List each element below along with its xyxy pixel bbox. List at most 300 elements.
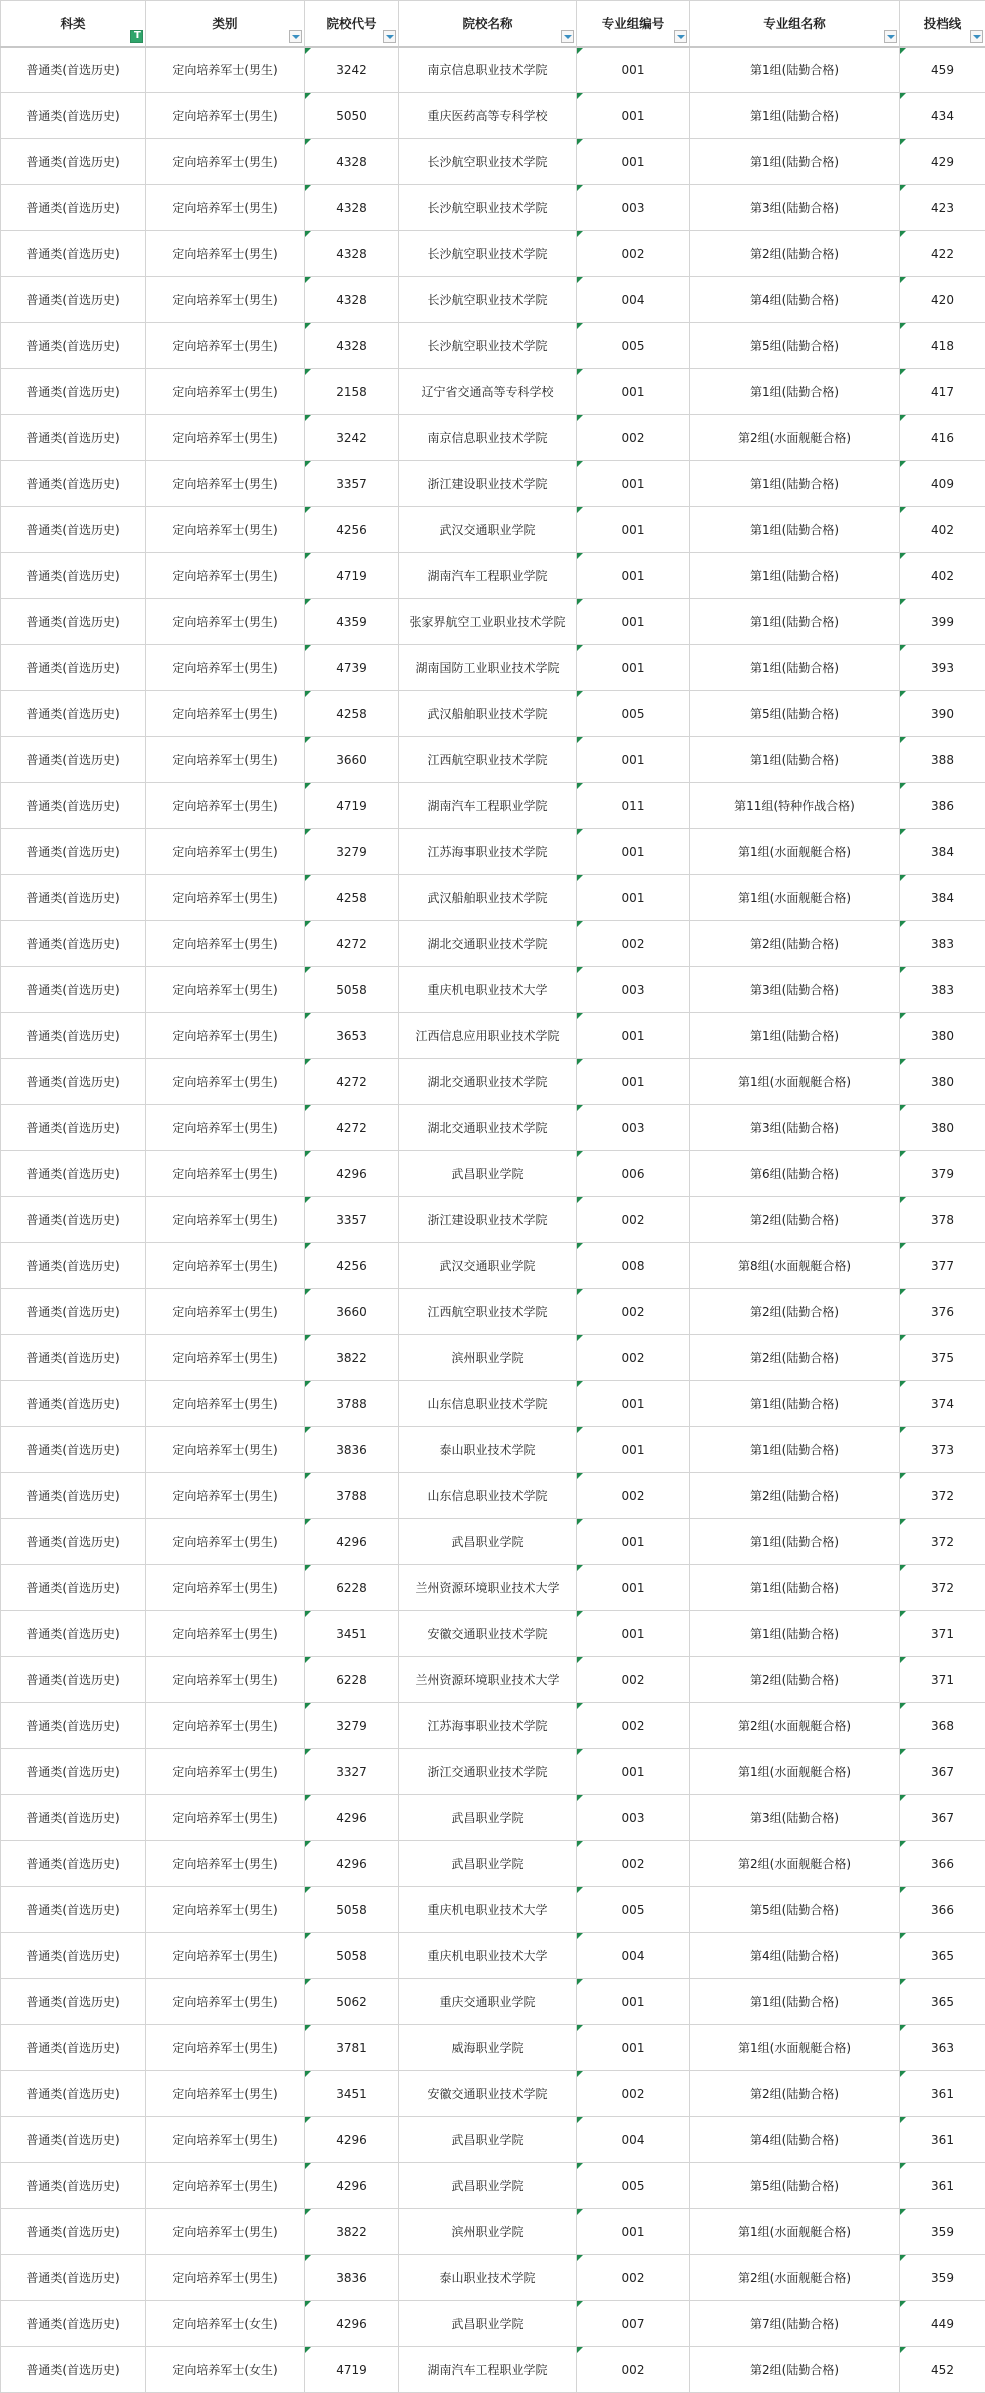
cell-school-code[interactable] <box>305 2071 399 2117</box>
cell-category[interactable] <box>1 691 146 737</box>
cell-school-code[interactable] <box>305 415 399 461</box>
cell-school-code[interactable] <box>305 93 399 139</box>
cell-school-code[interactable] <box>305 1519 399 1565</box>
cell-group-number[interactable] <box>577 1979 690 2025</box>
cell-cutoff-score[interactable] <box>900 1197 985 1243</box>
cell-school-name[interactable] <box>399 737 577 783</box>
cell-type[interactable] <box>146 507 305 553</box>
cell-group-name[interactable] <box>690 1381 900 1427</box>
cell-cutoff-score[interactable] <box>900 1243 985 1289</box>
cell-school-code[interactable] <box>305 1703 399 1749</box>
cell-category[interactable] <box>1 2209 146 2255</box>
filter-dropdown-icon[interactable] <box>561 30 574 43</box>
cell-cutoff-score[interactable] <box>900 2209 985 2255</box>
cell-school-code[interactable] <box>305 1473 399 1519</box>
cell-group-number[interactable] <box>577 1243 690 1289</box>
cell-type[interactable] <box>146 1565 305 1611</box>
cell-type[interactable] <box>146 829 305 875</box>
cell-cutoff-score[interactable] <box>900 737 985 783</box>
cell-group-name[interactable] <box>690 2301 900 2347</box>
cell-group-number[interactable] <box>577 875 690 921</box>
cell-type[interactable] <box>146 2071 305 2117</box>
cell-group-number[interactable] <box>577 1013 690 1059</box>
cell-school-name[interactable] <box>399 967 577 1013</box>
cell-category[interactable] <box>1 1013 146 1059</box>
cell-group-number[interactable] <box>577 1289 690 1335</box>
cell-group-number[interactable] <box>577 2347 690 2393</box>
cell-group-number[interactable] <box>577 1519 690 1565</box>
cell-school-code[interactable] <box>305 1565 399 1611</box>
cell-category[interactable] <box>1 2301 146 2347</box>
cell-cutoff-score[interactable] <box>900 277 985 323</box>
cell-type[interactable] <box>146 921 305 967</box>
cell-category[interactable] <box>1 1519 146 1565</box>
cell-group-name[interactable] <box>690 1473 900 1519</box>
cell-category[interactable] <box>1 2347 146 2393</box>
cell-category[interactable] <box>1 47 146 93</box>
cell-school-name[interactable] <box>399 277 577 323</box>
cell-type[interactable] <box>146 1335 305 1381</box>
cell-group-name[interactable] <box>690 2209 900 2255</box>
cell-category[interactable] <box>1 1059 146 1105</box>
cell-category[interactable] <box>1 1473 146 1519</box>
cell-category[interactable] <box>1 1841 146 1887</box>
cell-cutoff-score[interactable] <box>900 1565 985 1611</box>
cell-school-code[interactable] <box>305 1841 399 1887</box>
cell-cutoff-score[interactable] <box>900 829 985 875</box>
cell-group-number[interactable] <box>577 553 690 599</box>
cell-group-number[interactable] <box>577 1703 690 1749</box>
cell-school-code[interactable] <box>305 185 399 231</box>
cell-category[interactable] <box>1 1749 146 1795</box>
cell-cutoff-score[interactable] <box>900 1473 985 1519</box>
cell-school-code[interactable] <box>305 1611 399 1657</box>
cell-school-code[interactable] <box>305 1887 399 1933</box>
cell-cutoff-score[interactable] <box>900 1657 985 1703</box>
cell-group-name[interactable] <box>690 1151 900 1197</box>
cell-school-name[interactable] <box>399 1611 577 1657</box>
cell-cutoff-score[interactable] <box>900 1335 985 1381</box>
cell-group-name[interactable] <box>690 2255 900 2301</box>
cell-group-number[interactable] <box>577 277 690 323</box>
cell-cutoff-score[interactable] <box>900 1013 985 1059</box>
cell-type[interactable] <box>146 599 305 645</box>
cell-group-number[interactable] <box>577 323 690 369</box>
cell-group-name[interactable] <box>690 369 900 415</box>
cell-school-code[interactable] <box>305 1795 399 1841</box>
cell-group-name[interactable] <box>690 1657 900 1703</box>
cell-school-code[interactable] <box>305 783 399 829</box>
cell-school-code[interactable] <box>305 2301 399 2347</box>
cell-group-name[interactable] <box>690 1427 900 1473</box>
cell-school-code[interactable] <box>305 1979 399 2025</box>
cell-cutoff-score[interactable] <box>900 1105 985 1151</box>
cell-type[interactable] <box>146 323 305 369</box>
cell-school-name[interactable] <box>399 1749 577 1795</box>
cell-type[interactable] <box>146 783 305 829</box>
cell-group-name[interactable] <box>690 2025 900 2071</box>
cell-cutoff-score[interactable] <box>900 1841 985 1887</box>
cell-category[interactable] <box>1 1289 146 1335</box>
cell-school-code[interactable] <box>305 1749 399 1795</box>
cell-category[interactable] <box>1 1105 146 1151</box>
cell-school-code[interactable] <box>305 599 399 645</box>
cell-school-name[interactable] <box>399 2209 577 2255</box>
cell-group-name[interactable] <box>690 93 900 139</box>
cell-group-number[interactable] <box>577 783 690 829</box>
cell-group-number[interactable] <box>577 507 690 553</box>
cell-category[interactable] <box>1 921 146 967</box>
cell-type[interactable] <box>146 2301 305 2347</box>
cell-category[interactable] <box>1 1703 146 1749</box>
cell-group-name[interactable] <box>690 277 900 323</box>
cell-group-name[interactable] <box>690 1059 900 1105</box>
cell-school-name[interactable] <box>399 1841 577 1887</box>
cell-school-name[interactable] <box>399 47 577 93</box>
cell-cutoff-score[interactable] <box>900 461 985 507</box>
cell-group-number[interactable] <box>577 1565 690 1611</box>
cell-group-name[interactable] <box>690 47 900 93</box>
cell-cutoff-score[interactable] <box>900 1795 985 1841</box>
cell-school-code[interactable] <box>305 1933 399 1979</box>
cell-group-name[interactable] <box>690 2347 900 2393</box>
cell-type[interactable] <box>146 369 305 415</box>
cell-school-code[interactable] <box>305 461 399 507</box>
filter-dropdown-icon[interactable] <box>289 30 302 43</box>
cell-cutoff-score[interactable] <box>900 967 985 1013</box>
cell-group-name[interactable] <box>690 921 900 967</box>
cell-type[interactable] <box>146 1381 305 1427</box>
cell-group-name[interactable] <box>690 1105 900 1151</box>
cell-group-number[interactable] <box>577 185 690 231</box>
cell-cutoff-score[interactable] <box>900 1519 985 1565</box>
cell-category[interactable] <box>1 829 146 875</box>
cell-group-name[interactable] <box>690 967 900 1013</box>
cell-group-name[interactable] <box>690 1335 900 1381</box>
cell-type[interactable] <box>146 2255 305 2301</box>
cell-type[interactable] <box>146 47 305 93</box>
cell-group-name[interactable] <box>690 323 900 369</box>
cell-category[interactable] <box>1 2163 146 2209</box>
cell-school-code[interactable] <box>305 1243 399 1289</box>
cell-category[interactable] <box>1 1979 146 2025</box>
cell-school-name[interactable] <box>399 921 577 967</box>
cell-group-name[interactable] <box>690 1565 900 1611</box>
cell-school-name[interactable] <box>399 1887 577 1933</box>
cell-group-number[interactable] <box>577 139 690 185</box>
cell-school-name[interactable] <box>399 829 577 875</box>
cell-school-name[interactable] <box>399 2071 577 2117</box>
cell-school-name[interactable] <box>399 1059 577 1105</box>
cell-group-name[interactable] <box>690 1703 900 1749</box>
cell-type[interactable] <box>146 553 305 599</box>
cell-category[interactable] <box>1 1197 146 1243</box>
cell-cutoff-score[interactable] <box>900 1703 985 1749</box>
cell-school-code[interactable] <box>305 1427 399 1473</box>
cell-school-name[interactable] <box>399 1657 577 1703</box>
cell-cutoff-score[interactable] <box>900 1933 985 1979</box>
cell-cutoff-score[interactable] <box>900 2163 985 2209</box>
filter-dropdown-icon[interactable] <box>674 30 687 43</box>
cell-cutoff-score[interactable] <box>900 1059 985 1105</box>
cell-group-number[interactable] <box>577 829 690 875</box>
cell-school-name[interactable] <box>399 2163 577 2209</box>
cell-school-code[interactable] <box>305 1381 399 1427</box>
cell-group-number[interactable] <box>577 47 690 93</box>
cell-type[interactable] <box>146 2209 305 2255</box>
cell-type[interactable] <box>146 2117 305 2163</box>
cell-category[interactable] <box>1 1657 146 1703</box>
cell-type[interactable] <box>146 1059 305 1105</box>
cell-school-name[interactable] <box>399 231 577 277</box>
cell-school-name[interactable] <box>399 93 577 139</box>
cell-group-number[interactable] <box>577 2163 690 2209</box>
filter-active-icon[interactable]: T <box>130 30 143 43</box>
cell-category[interactable] <box>1 553 146 599</box>
cell-school-name[interactable] <box>399 1795 577 1841</box>
cell-school-name[interactable] <box>399 2255 577 2301</box>
cell-group-name[interactable] <box>690 1841 900 1887</box>
cell-school-name[interactable] <box>399 461 577 507</box>
cell-school-code[interactable] <box>305 553 399 599</box>
cell-type[interactable] <box>146 875 305 921</box>
cell-school-code[interactable] <box>305 231 399 277</box>
cell-school-code[interactable] <box>305 875 399 921</box>
cell-group-number[interactable] <box>577 737 690 783</box>
cell-type[interactable] <box>146 967 305 1013</box>
cell-group-number[interactable] <box>577 415 690 461</box>
cell-category[interactable] <box>1 1887 146 1933</box>
cell-group-number[interactable] <box>577 1795 690 1841</box>
cell-group-number[interactable] <box>577 1657 690 1703</box>
cell-cutoff-score[interactable] <box>900 323 985 369</box>
cell-school-code[interactable] <box>305 2117 399 2163</box>
cell-type[interactable] <box>146 1519 305 1565</box>
cell-group-number[interactable] <box>577 2209 690 2255</box>
cell-type[interactable] <box>146 2163 305 2209</box>
cell-type[interactable] <box>146 185 305 231</box>
cell-school-name[interactable] <box>399 1335 577 1381</box>
cell-school-name[interactable] <box>399 599 577 645</box>
cell-group-number[interactable] <box>577 921 690 967</box>
cell-group-name[interactable] <box>690 461 900 507</box>
cell-group-number[interactable] <box>577 369 690 415</box>
cell-type[interactable] <box>146 2025 305 2071</box>
cell-type[interactable] <box>146 1887 305 1933</box>
cell-group-number[interactable] <box>577 1105 690 1151</box>
cell-group-number[interactable] <box>577 1151 690 1197</box>
cell-group-name[interactable] <box>690 1289 900 1335</box>
cell-school-code[interactable] <box>305 1335 399 1381</box>
cell-school-name[interactable] <box>399 507 577 553</box>
cell-category[interactable] <box>1 323 146 369</box>
cell-school-name[interactable] <box>399 2347 577 2393</box>
cell-school-code[interactable] <box>305 2209 399 2255</box>
cell-type[interactable] <box>146 1197 305 1243</box>
cell-group-name[interactable] <box>690 1519 900 1565</box>
cell-type[interactable] <box>146 139 305 185</box>
cell-category[interactable] <box>1 231 146 277</box>
cell-school-code[interactable] <box>305 1197 399 1243</box>
cell-cutoff-score[interactable] <box>900 2255 985 2301</box>
cell-type[interactable] <box>146 231 305 277</box>
cell-cutoff-score[interactable] <box>900 2071 985 2117</box>
cell-group-name[interactable] <box>690 875 900 921</box>
cell-group-name[interactable] <box>690 2071 900 2117</box>
cell-cutoff-score[interactable] <box>900 2347 985 2393</box>
cell-group-name[interactable] <box>690 1197 900 1243</box>
cell-group-number[interactable] <box>577 2255 690 2301</box>
cell-category[interactable] <box>1 1381 146 1427</box>
cell-group-number[interactable] <box>577 1473 690 1519</box>
cell-school-code[interactable] <box>305 1059 399 1105</box>
cell-school-code[interactable] <box>305 691 399 737</box>
cell-category[interactable] <box>1 1795 146 1841</box>
cell-type[interactable] <box>146 645 305 691</box>
cell-school-name[interactable] <box>399 1105 577 1151</box>
cell-category[interactable] <box>1 2117 146 2163</box>
cell-school-code[interactable] <box>305 737 399 783</box>
cell-type[interactable] <box>146 2347 305 2393</box>
cell-school-name[interactable] <box>399 1473 577 1519</box>
cell-category[interactable] <box>1 599 146 645</box>
cell-type[interactable] <box>146 1427 305 1473</box>
cell-school-name[interactable] <box>399 323 577 369</box>
cell-type[interactable] <box>146 691 305 737</box>
cell-type[interactable] <box>146 1933 305 1979</box>
cell-type[interactable] <box>146 1013 305 1059</box>
cell-group-number[interactable] <box>577 2025 690 2071</box>
cell-school-name[interactable] <box>399 1703 577 1749</box>
cell-category[interactable] <box>1 277 146 323</box>
cell-type[interactable] <box>146 1243 305 1289</box>
cell-group-name[interactable] <box>690 645 900 691</box>
cell-group-name[interactable] <box>690 507 900 553</box>
cell-school-name[interactable] <box>399 783 577 829</box>
cell-school-code[interactable] <box>305 369 399 415</box>
cell-group-number[interactable] <box>577 645 690 691</box>
cell-group-number[interactable] <box>577 2117 690 2163</box>
cell-cutoff-score[interactable] <box>900 1381 985 1427</box>
cell-group-name[interactable] <box>690 1013 900 1059</box>
cell-cutoff-score[interactable] <box>900 93 985 139</box>
cell-cutoff-score[interactable] <box>900 415 985 461</box>
cell-group-number[interactable] <box>577 1841 690 1887</box>
cell-group-name[interactable] <box>690 553 900 599</box>
cell-category[interactable] <box>1 1427 146 1473</box>
cell-type[interactable] <box>146 1611 305 1657</box>
cell-category[interactable] <box>1 139 146 185</box>
cell-cutoff-score[interactable] <box>900 783 985 829</box>
cell-group-name[interactable] <box>690 139 900 185</box>
cell-cutoff-score[interactable] <box>900 645 985 691</box>
cell-school-code[interactable] <box>305 139 399 185</box>
cell-type[interactable] <box>146 1841 305 1887</box>
cell-school-name[interactable] <box>399 415 577 461</box>
cell-category[interactable] <box>1 2071 146 2117</box>
cell-school-name[interactable] <box>399 1933 577 1979</box>
cell-cutoff-score[interactable] <box>900 185 985 231</box>
cell-school-code[interactable] <box>305 1105 399 1151</box>
cell-school-name[interactable] <box>399 1151 577 1197</box>
cell-group-name[interactable] <box>690 599 900 645</box>
cell-school-code[interactable] <box>305 507 399 553</box>
cell-category[interactable] <box>1 185 146 231</box>
cell-group-name[interactable] <box>690 1611 900 1657</box>
cell-school-code[interactable] <box>305 645 399 691</box>
cell-cutoff-score[interactable] <box>900 1151 985 1197</box>
cell-type[interactable] <box>146 1105 305 1151</box>
cell-category[interactable] <box>1 461 146 507</box>
cell-group-number[interactable] <box>577 2071 690 2117</box>
cell-group-number[interactable] <box>577 967 690 1013</box>
cell-category[interactable] <box>1 875 146 921</box>
filter-dropdown-icon[interactable] <box>970 30 983 43</box>
cell-school-code[interactable] <box>305 2163 399 2209</box>
cell-school-name[interactable] <box>399 2025 577 2071</box>
cell-group-number[interactable] <box>577 93 690 139</box>
cell-cutoff-score[interactable] <box>900 1979 985 2025</box>
cell-school-name[interactable] <box>399 645 577 691</box>
cell-category[interactable] <box>1 1243 146 1289</box>
cell-school-name[interactable] <box>399 139 577 185</box>
cell-group-number[interactable] <box>577 1197 690 1243</box>
cell-cutoff-score[interactable] <box>900 553 985 599</box>
cell-type[interactable] <box>146 93 305 139</box>
cell-school-code[interactable] <box>305 1289 399 1335</box>
cell-cutoff-score[interactable] <box>900 1427 985 1473</box>
cell-category[interactable] <box>1 1335 146 1381</box>
cell-group-number[interactable] <box>577 1749 690 1795</box>
cell-group-name[interactable] <box>690 2163 900 2209</box>
cell-school-name[interactable] <box>399 1381 577 1427</box>
cell-school-name[interactable] <box>399 1519 577 1565</box>
cell-group-name[interactable] <box>690 1933 900 1979</box>
cell-group-name[interactable] <box>690 2117 900 2163</box>
cell-school-code[interactable] <box>305 2025 399 2071</box>
cell-group-number[interactable] <box>577 1933 690 1979</box>
cell-cutoff-score[interactable] <box>900 2117 985 2163</box>
cell-group-name[interactable] <box>690 1795 900 1841</box>
cell-group-number[interactable] <box>577 2301 690 2347</box>
cell-category[interactable] <box>1 2255 146 2301</box>
cell-group-number[interactable] <box>577 1427 690 1473</box>
cell-group-name[interactable] <box>690 783 900 829</box>
cell-cutoff-score[interactable] <box>900 1289 985 1335</box>
cell-group-name[interactable] <box>690 829 900 875</box>
cell-school-name[interactable] <box>399 2117 577 2163</box>
cell-cutoff-score[interactable] <box>900 139 985 185</box>
cell-type[interactable] <box>146 1979 305 2025</box>
cell-cutoff-score[interactable] <box>900 691 985 737</box>
cell-type[interactable] <box>146 415 305 461</box>
cell-group-name[interactable] <box>690 1887 900 1933</box>
cell-cutoff-score[interactable] <box>900 599 985 645</box>
cell-school-code[interactable] <box>305 323 399 369</box>
cell-type[interactable] <box>146 1151 305 1197</box>
cell-group-name[interactable] <box>690 1243 900 1289</box>
cell-group-number[interactable] <box>577 1335 690 1381</box>
cell-cutoff-score[interactable] <box>900 2025 985 2071</box>
cell-type[interactable] <box>146 1473 305 1519</box>
cell-school-code[interactable] <box>305 1013 399 1059</box>
cell-school-name[interactable] <box>399 1427 577 1473</box>
cell-category[interactable] <box>1 2025 146 2071</box>
cell-group-name[interactable] <box>690 691 900 737</box>
cell-group-name[interactable] <box>690 1979 900 2025</box>
cell-school-code[interactable] <box>305 921 399 967</box>
cell-school-code[interactable] <box>305 1657 399 1703</box>
